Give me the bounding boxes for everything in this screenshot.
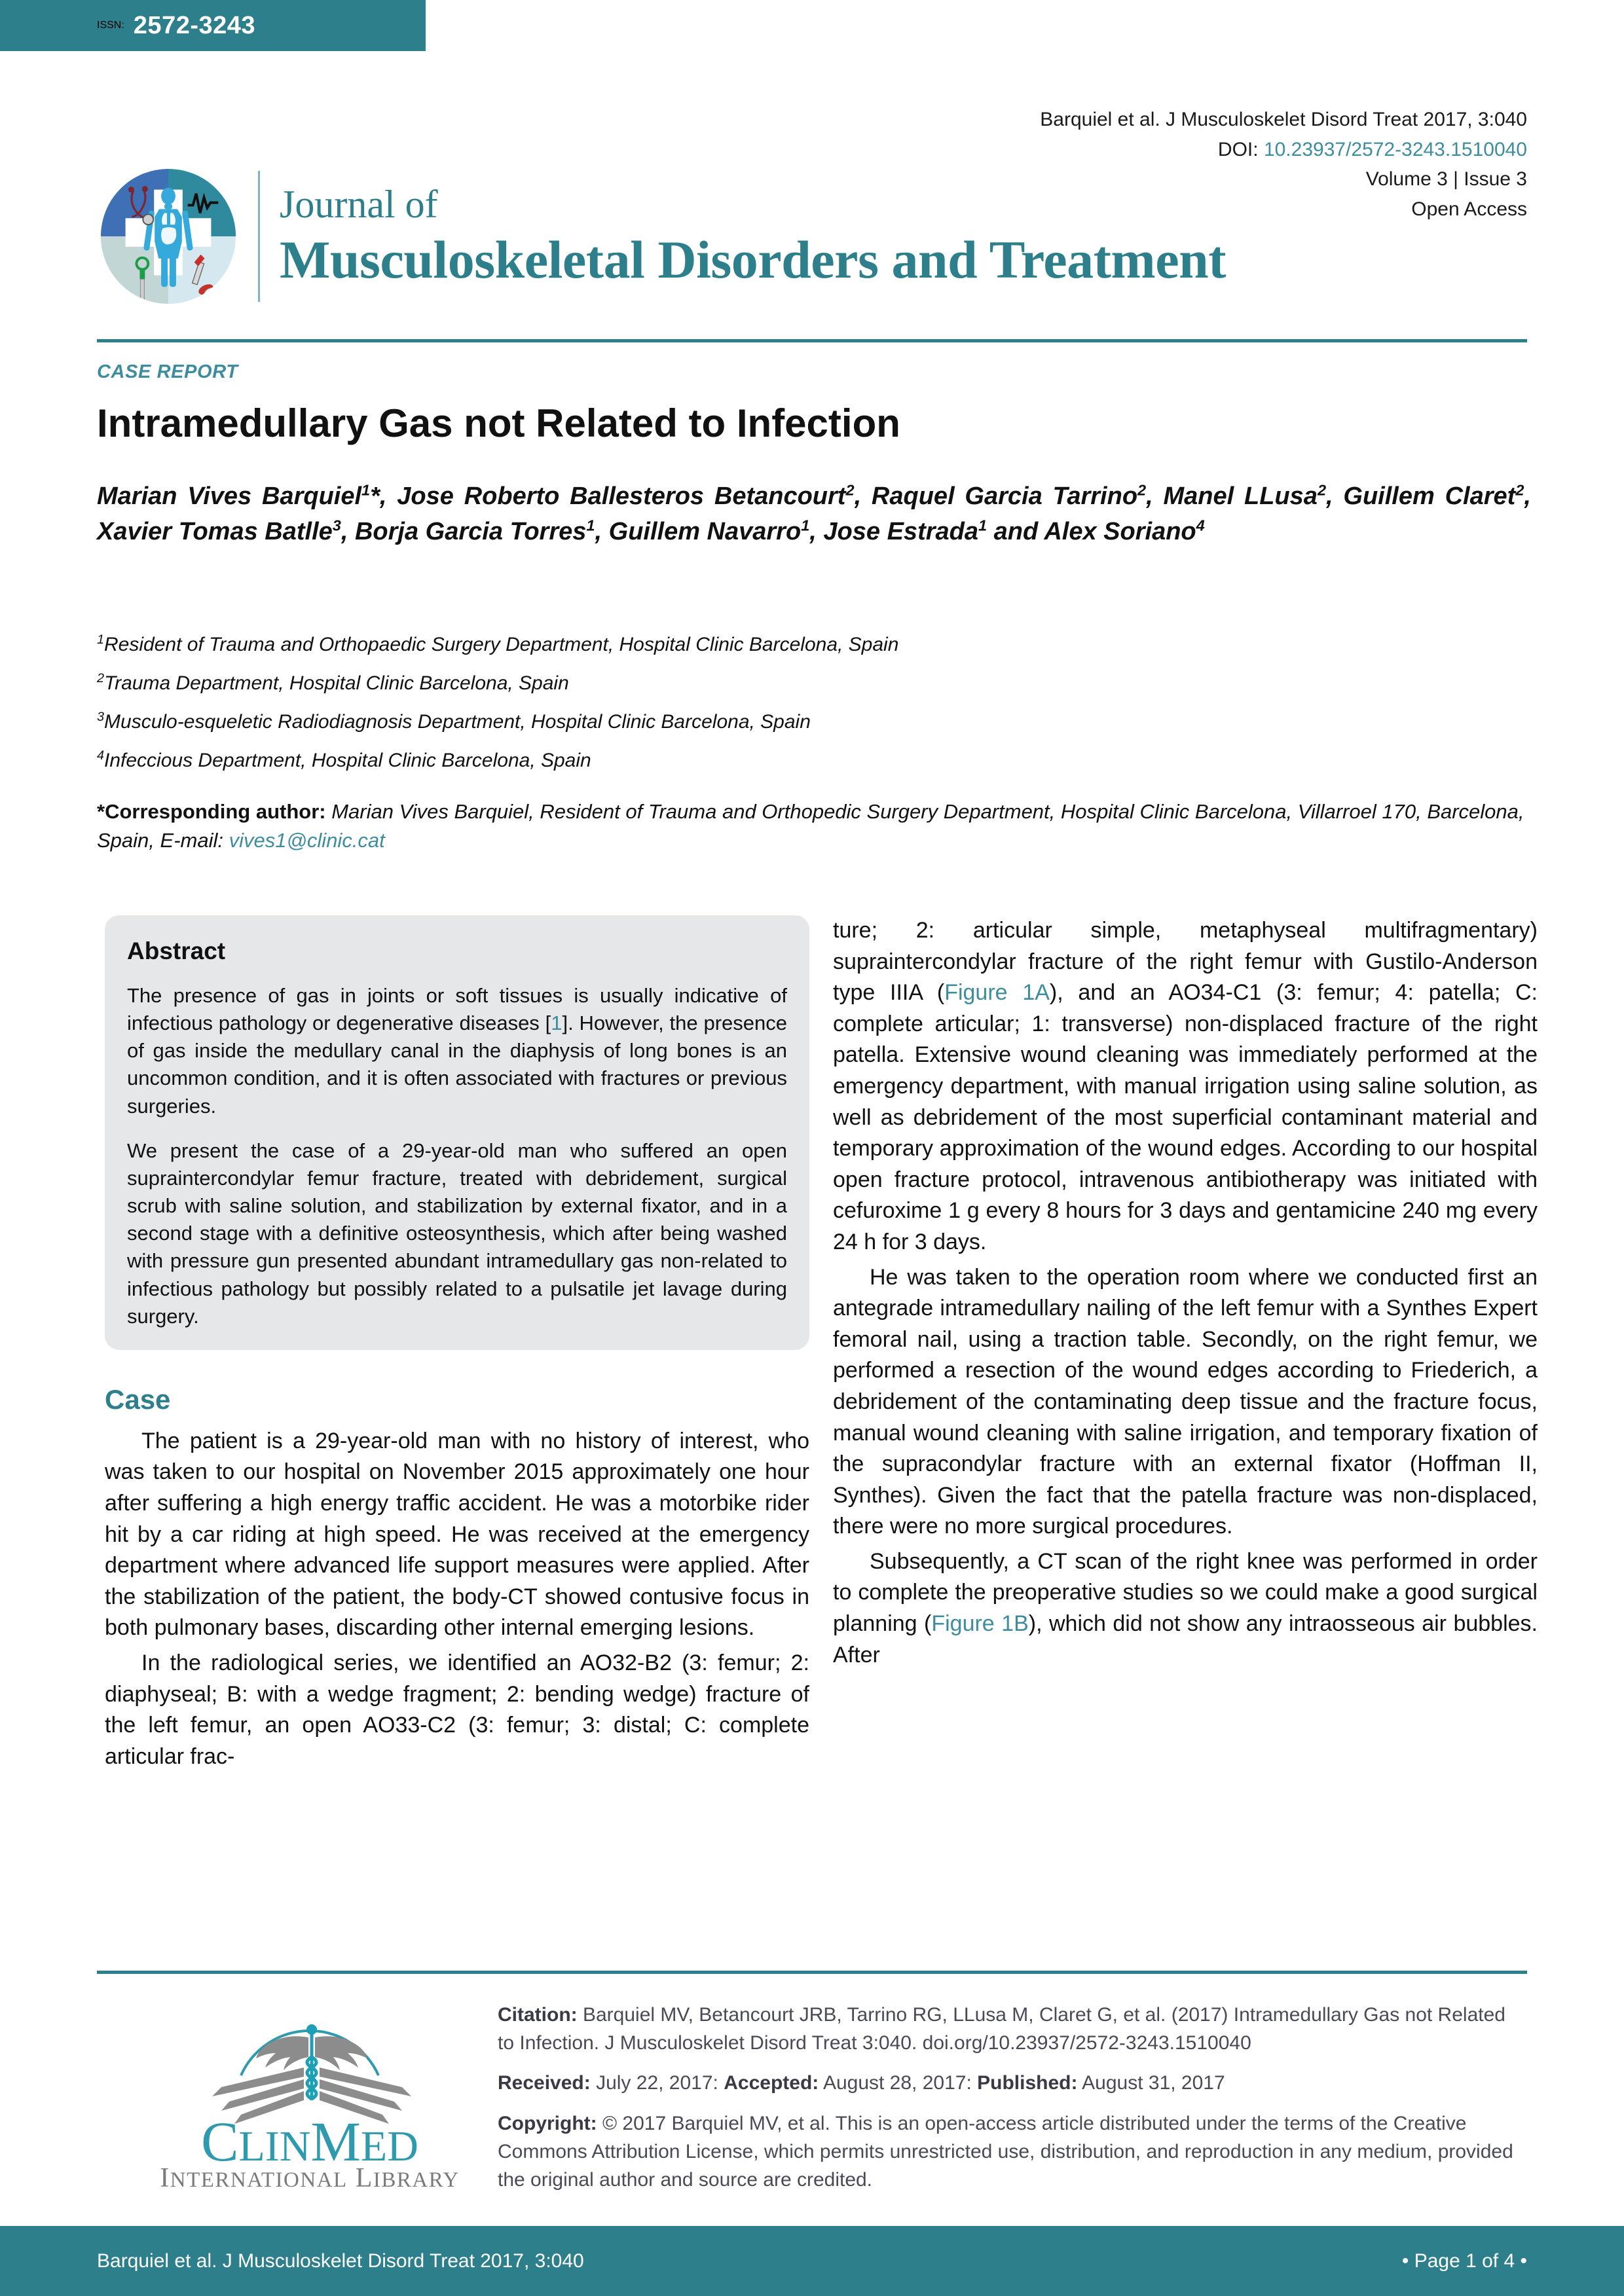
received-value: July 22, 2017:: [590, 2072, 724, 2094]
issn-banner: [0, 0, 426, 51]
clinmed-wordmark: CLINMED: [201, 2110, 418, 2173]
copyright-label: Copyright:: [498, 2112, 597, 2134]
copyright-line: [498, 2109, 1526, 2195]
section-heading-case: Case: [105, 1383, 171, 1415]
volume-issue: Volume 3 | Issue 3: [1365, 168, 1527, 191]
right-column: [833, 915, 1538, 1675]
masthead: [97, 165, 1226, 308]
figure-link-1a[interactable]: Figure 1A: [944, 980, 1050, 1006]
affiliations-list: [97, 632, 1531, 786]
affiliation-item: $^3$Musculo-esqueletic Radiodiagnosis Department, Hospital Clinic Barcelona, Spain: [97, 710, 811, 733]
clinmed-tagline: INTERNATIONAL LIBRARY: [160, 2163, 460, 2193]
journal-of-label: Journal of: [280, 183, 438, 227]
abstract-p1-post: ]. However, the presence of gas inside the medullary canal in the diaphysis of long bones is an uncommon condition, and it is often associated with fractures or previous surgeries.: [127, 1011, 787, 1118]
citation-label: Citation:: [498, 2004, 578, 2026]
affiliation-item: $^2$Trauma Department, Hospital Clinic Barcelona, Spain: [97, 671, 569, 694]
abstract-paragraph-1: [127, 982, 787, 1120]
right-p3-pre: Subsequently, a CT scan of the right knee was performed in order to complete the preoperative studies so we could make a good surgical planning (: [833, 1548, 1538, 1637]
issn-label: ISSN:: [97, 20, 124, 31]
reference-link-1[interactable]: 1: [551, 1011, 563, 1035]
citation-block: [498, 2001, 1526, 2194]
right-p1-post: ), and an AO34-C1 (3: femur; 4: patella; C: complete articular; 1: transverse) non-displaced fracture of the right patella. Extensive wound cleaning was immediately performed at the emergency department, with manual irrigation using saline solution, as well as debridement of the most superficial contaminant material and temporary approximation of the wound edges. According to our hospital open fracture protocol, intravenous antibiotherapy was initiated with cefuroxime 1 g every 8 hours for 3 days and gentamicine 240 mg every 24 h for 3 days.: [833, 980, 1538, 1254]
author-list: Marian Vives Barquiel$^1$*, Jose Roberto Ballesteros Betancourt$^2$, Raquel Garcia Tarrino$^2$, Manel LLusa$^2$, Guillem Claret$^2$, Xavier Tomas Batlle$^3$, Borja Garcia Torres$^1$, Guillem Navarro$^1$, Jose Estrada$^1$ and Alex Soriano$^4$: [97, 481, 1531, 545]
abstract-heading: Abstract: [127, 938, 226, 964]
page-number: • Page 1 of 4 •: [1401, 2250, 1527, 2272]
article-type-label: CASE REPORT: [97, 361, 238, 382]
received-label: Received:: [498, 2072, 591, 2094]
dates-line: [498, 2069, 1526, 2097]
footer-running-citation: Barquiel et al. J Musculoskelet Disord Treat 2017, 3:040: [97, 2250, 584, 2272]
body-paragraph: [833, 915, 1538, 1258]
corresponding-author-block: [97, 797, 1531, 855]
published-label: Published:: [977, 2072, 1078, 2094]
masthead-rule: [97, 339, 1527, 342]
body-paragraph: He was taken to the operation room where we conducted first an antegrade intramedullary nailing of the left femur with a Synthes Expert femoral nail, using a traction table. Secondly, on the right femur, we performed a resection of the wound edges according to Friederich, a debridement of the contaminating deep tissue and the fracture focus, manual wound cleaning with saline irrigation, and temporary fixation of the supracondylar fracture with an external fixator (Hoffman II, Synthes). Given the fact that the patella fracture was non-displaced, there were no more surgical procedures.: [833, 1264, 1538, 1539]
doi-link[interactable]: 10.23937/2572-3243.1510040: [1263, 138, 1527, 160]
doi-line: [1040, 135, 1527, 165]
accepted-label: Accepted:: [724, 2072, 819, 2094]
abstract-p1-pre: The presence of gas in joints or soft tissues is usually indicative of infectious pathology or degenerative diseases [: [127, 984, 787, 1035]
right-p1-pre: ture; 2: articular simple, metaphyseal multifragmentary) supraintercondylar fracture of the right femur with Gustilo-Anderson type IIIA (: [833, 918, 1538, 1006]
copyright-text: © 2017 Barquiel MV, et al. This is an open-access article distributed under the terms of the Creative Commons Attribution License, which permits unrestricted use, distribution, and reproduction in any medium, provided the original author and source are credited.: [498, 2112, 1513, 2191]
body-paragraph: In the radiological series, we identified an AO32-B2 (3: femur; 2: diaphyseal; B: with a wedge fragment; 2: bending wedge) fracture of the left femur, an open AO33-C2 (3: femur; 3: distal; C: complete articular frac-: [105, 1650, 809, 1769]
journal-name: Musculoskeletal Disorders and Treatment: [280, 230, 1227, 290]
figure-link-1b[interactable]: Figure 1B: [931, 1611, 1029, 1637]
citation-line: [498, 2001, 1526, 2057]
footer-rule: [97, 1971, 1527, 1974]
body-paragraph: The patient is a 29-year-old man with no history of interest, who was taken to our hospital on November 2015 approximately one hour after suffering a high energy traffic accident. He was a motorbike rider hit by a car riding at high speed. He was received at the emergency department where advanced life support measures were applied. After the stabilization of the patient, the body-CT showed contusive focus in both pulmonary bases, discarding other internal emerging lesions.: [105, 1428, 809, 1641]
open-access-label: Open Access: [1411, 198, 1527, 220]
running-citation: Barquiel et al. J Musculoskelet Disord Treat 2017, 3:040: [1040, 109, 1527, 130]
masthead-divider: [258, 171, 260, 302]
page-title: Intramedullary Gas not Related to Infection: [97, 401, 900, 445]
page-footer-bar: [0, 2226, 1624, 2296]
abstract-box: [105, 915, 809, 1350]
affiliation-item: $^4$Infeccious Department, Hospital Clinic Barcelona, Spain: [97, 748, 591, 771]
body-paragraph: [833, 1546, 1538, 1671]
issn-number: 2572-3243: [133, 11, 256, 39]
left-column: [105, 915, 809, 1776]
affiliation-item: $^1$Resident of Trauma and Orthopaedic Surgery Department, Hospital Clinic Barcelona, Spain: [97, 632, 899, 655]
masthead-text: [280, 184, 1226, 288]
doi-label: DOI:: [1217, 138, 1259, 160]
corresponding-author-text: Marian Vives Barquiel, Resident of Trauma and Orthopedic Surgery Department, Hospital Clinic Barcelona, Villarroel 170, Barcelona, Spain, E-mail:: [97, 800, 1524, 852]
published-value: August 31, 2017: [1077, 2072, 1225, 2094]
corresponding-author-label: *Corresponding author:: [97, 800, 326, 823]
corresponding-author-email[interactable]: vives1@clinic.cat: [229, 829, 385, 852]
clinmed-logo: [143, 1997, 477, 2193]
abstract-paragraph-2: We present the case of a 29-year-old man who suffered an open supraintercondylar femur fracture, treated with debridement, surgical scrub with saline solution, and stabilization by external fixator, and in a second stage with a definitive osteosynthesis, which after being washed with pressure gun presented abundant intramedullary gas non-related to infectious pathology but possibly related to a pulsatile jet lavage during surgery.: [127, 1139, 787, 1328]
citation-text: Barquiel MV, Betancourt JRB, Tarrino RG, LLusa M, Claret G, et al. (2017) Intramedullary Gas not Related to Infection. J Musculoskelet Disord Treat 3:040. doi.org/10.23937/2572-3243.1510040: [498, 2004, 1505, 2054]
right-p3-post: ), which did not show any intraosseous air bubbles. After: [833, 1611, 1538, 1667]
accepted-value: August 28, 2017:: [819, 2072, 978, 2094]
journal-logo-icon: [97, 165, 240, 308]
